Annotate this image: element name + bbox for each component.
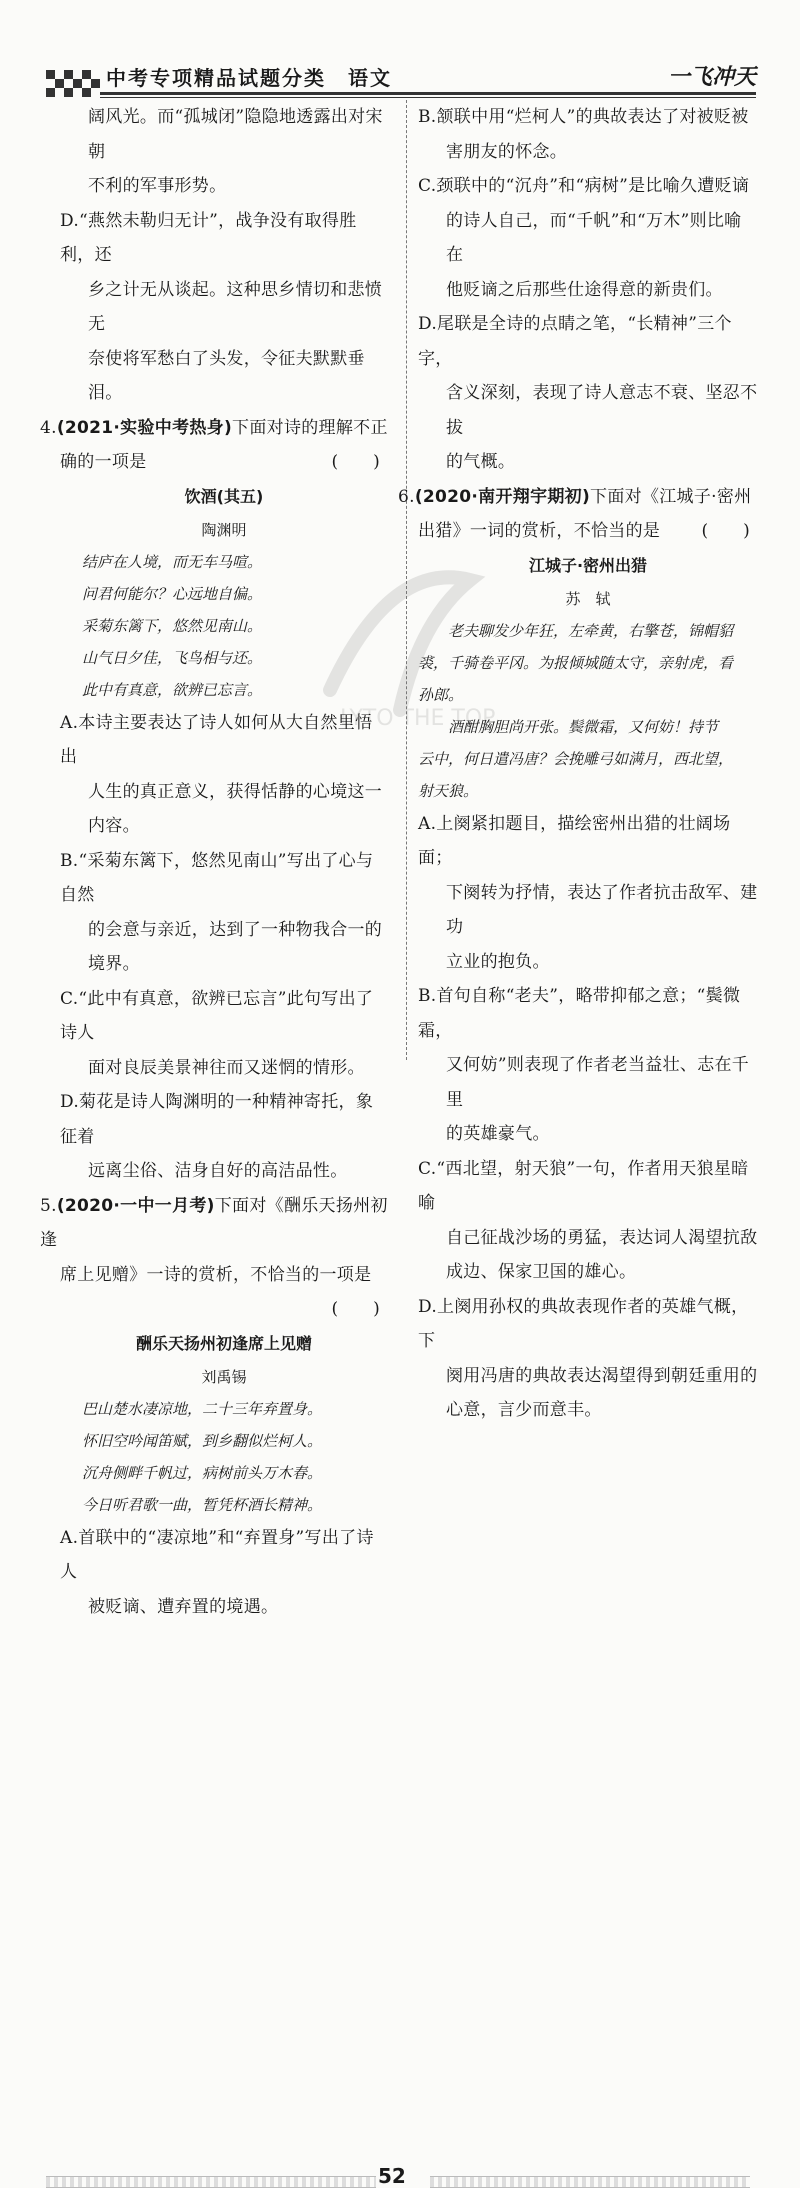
question-6-cont	[418, 514, 758, 549]
header-title: 中考专项精品试题分类 语文	[106, 66, 392, 90]
question-5	[40, 1189, 388, 1258]
poem-line: 采菊东篱下，悠然见南山。	[82, 616, 263, 635]
text-line: 自己征战沙场的勇猛，表达词人渴望抗敌	[446, 1227, 758, 1248]
poem-text: 云中，何日遣冯唐？会挽雕弓如满月，西北望，	[418, 749, 734, 768]
question-source: (2021·实验中考热身)	[56, 417, 233, 438]
header-rule-thin	[100, 97, 756, 98]
option-d: D.上阕用孙权的典故表现作者的英雄气概，下	[418, 1296, 749, 1351]
poem-author: 刘禹锡	[201, 1367, 247, 1386]
text-line: 阕用冯唐的典故表达渴望得到朝廷重用的	[446, 1365, 758, 1386]
text-line: 内容。	[88, 816, 140, 836]
page-header	[0, 0, 800, 100]
question-number: 4.	[40, 417, 57, 438]
question-text: 席上见赠》一诗的赏析，不恰当的一项是	[60, 1264, 372, 1285]
option-b: B.颔联中用“烂柯人”的典故表达了对被贬被	[418, 107, 749, 127]
poem-title: 江城子·密州出猎	[528, 555, 648, 575]
text-line: 不利的军事形势。	[88, 176, 227, 196]
page-number: 52	[378, 2164, 406, 2188]
text-line: 害朋友的怀念。	[446, 141, 568, 162]
text-line: 成边、保家卫国的雄心。	[446, 1262, 637, 1282]
poem-line: 怀旧空吟闻笛赋，到乡翻似烂柯人。	[82, 1431, 323, 1450]
text-line: 的英雄豪气。	[446, 1124, 550, 1144]
poem-line: 山气日夕佳，飞鸟相与还。	[82, 648, 263, 667]
poem-line: 巴山楚水凄凉地，二十三年弃置身。	[82, 1399, 323, 1418]
text-line: 的诗人自己，而“千帆”和“万木”则比喻在	[446, 210, 742, 265]
question-5-blank-row	[60, 1292, 388, 1327]
answer-blank: ( )	[331, 1299, 380, 1319]
option-a: A.本诗主要表达了诗人如何从大自然里悟出	[60, 712, 373, 767]
text-line: 的气概。	[446, 452, 516, 472]
text-line: 境界。	[88, 954, 140, 974]
question-text: 出猎》一词的赏析，不恰当的是	[418, 521, 661, 541]
text-line: 奈使将军愁白了头发，令征夫默默垂泪。	[88, 348, 365, 403]
text-line: 阔风光。而“孤城闭”隐隐地透露出对宋朝	[88, 107, 383, 162]
text-line: 的会意与亲近，达到了一种物我合一的	[88, 919, 383, 940]
question-source: (2020·一中一月考)	[56, 1195, 215, 1216]
text-line: 被贬谪、遭弃置的境遇。	[88, 1596, 279, 1617]
poem-title: 饮酒(其五)	[184, 486, 264, 506]
question-text: 下面对《江城子·密州	[590, 486, 752, 507]
poem-text: 孙郎。	[418, 685, 464, 704]
text-line: 远离尘俗、洁身自好的高洁品性。	[88, 1161, 348, 1181]
text-line: 面对良辰美景神往而又迷惘的情形。	[88, 1057, 365, 1078]
poem-line: 今日听君歌一曲，暂凭杯酒长精神。	[82, 1495, 323, 1514]
option-c: C.“此中有真意，欲辨已忘言”此句写出了诗人	[60, 988, 374, 1043]
poem-author: 陶渊明	[201, 520, 247, 539]
column-divider	[406, 100, 407, 1060]
option-b: B.首句自称“老夫”，略带抑郁之意；“鬓微霜，	[418, 986, 741, 1041]
watermark-text: LYTO THE TOP	[340, 706, 496, 731]
header-brand: 一飞冲天	[667, 65, 756, 90]
question-number: 5.	[40, 1195, 57, 1216]
poem-line: 此中有真意，欲辨已忘言。	[82, 680, 263, 699]
text-line: 立业的抱负。	[446, 951, 550, 972]
text-line: 又何妨”则表现了作者老当益壮、志在千里	[446, 1055, 750, 1110]
option-d: D.菊花是诗人陶渊明的一种精神寄托，象征着	[60, 1092, 374, 1147]
question-6	[398, 480, 758, 515]
text-line: 人生的真正意义，获得恬静的心境这一	[88, 781, 383, 802]
option-c: C.“西北望，射天狼”一句，作者用天狼星暗喻	[418, 1158, 749, 1213]
poem-text: 射天狼。	[418, 781, 479, 800]
question-4-cont	[60, 445, 388, 480]
right-column	[398, 100, 758, 1428]
poem-line: 沉舟侧畔千帆过，病树前头万木春。	[82, 1463, 323, 1482]
text-line: 心意，言少而意丰。	[446, 1400, 602, 1420]
question-number: 6.	[398, 486, 415, 507]
option-a: A.首联中的“凄凉地”和“弃置身”写出了诗人	[60, 1527, 374, 1582]
poem-title: 酬乐天扬州初逢席上见赠	[135, 1333, 312, 1353]
question-text: 下面对《酬乐天扬州初逢	[40, 1195, 388, 1250]
poem-text: 酒酣胸胆尚开张。鬓微霜，又何妨！持节	[448, 717, 719, 736]
poem-author: 苏 轼	[565, 589, 611, 608]
footer-ornament-right	[430, 2176, 750, 2188]
question-text: 下面对诗的理解不正	[232, 417, 388, 438]
poem-text: 裘，千骑卷平冈。为报倾城随太守，亲射虎，看	[418, 653, 734, 672]
text-line: 含义深刻，表现了诗人意志不衰、坚忍不拔	[446, 383, 758, 438]
left-column	[40, 100, 388, 1624]
option-d: D.“燕然未勒归无计”，战争没有取得胜利，还	[60, 210, 357, 265]
option-b: B.“采菊东篱下，悠然见南山”写出了心与自然	[60, 850, 374, 905]
question-4	[40, 411, 388, 446]
option-c: C.颈联中的“沉舟”和“病树”是比喻久遭贬谪	[418, 176, 750, 196]
option-a: A.上阕紧扣题目，描绘密州出猎的壮阔场面；	[418, 813, 731, 868]
poem-line: 结庐在人境，而无车马喧。	[82, 552, 263, 571]
text-line: 他贬谪之后那些仕途得意的新贵们。	[446, 279, 723, 300]
poem-text: 老夫聊发少年狂，左牵黄，右擎苍，锦帽貂	[448, 621, 734, 640]
poem-line: 问君何能尔？心远地自偏。	[82, 584, 263, 603]
answer-blank: ( )	[701, 521, 750, 541]
option-d: D.尾联是全诗的点睛之笔，“长精神”三个字，	[418, 314, 732, 369]
question-text: 确的一项是	[60, 452, 147, 472]
text-line: 下阕转为抒情，表达了作者抗击敌军、建功	[446, 882, 758, 937]
question-source: (2020·南开翔宇期初)	[414, 486, 591, 507]
footer-ornament-left	[46, 2176, 376, 2188]
answer-blank: ( )	[331, 452, 380, 472]
header-rule	[100, 92, 756, 95]
text-line: 乡之计无从谈起。这种思乡情切和悲愤无	[88, 279, 383, 334]
